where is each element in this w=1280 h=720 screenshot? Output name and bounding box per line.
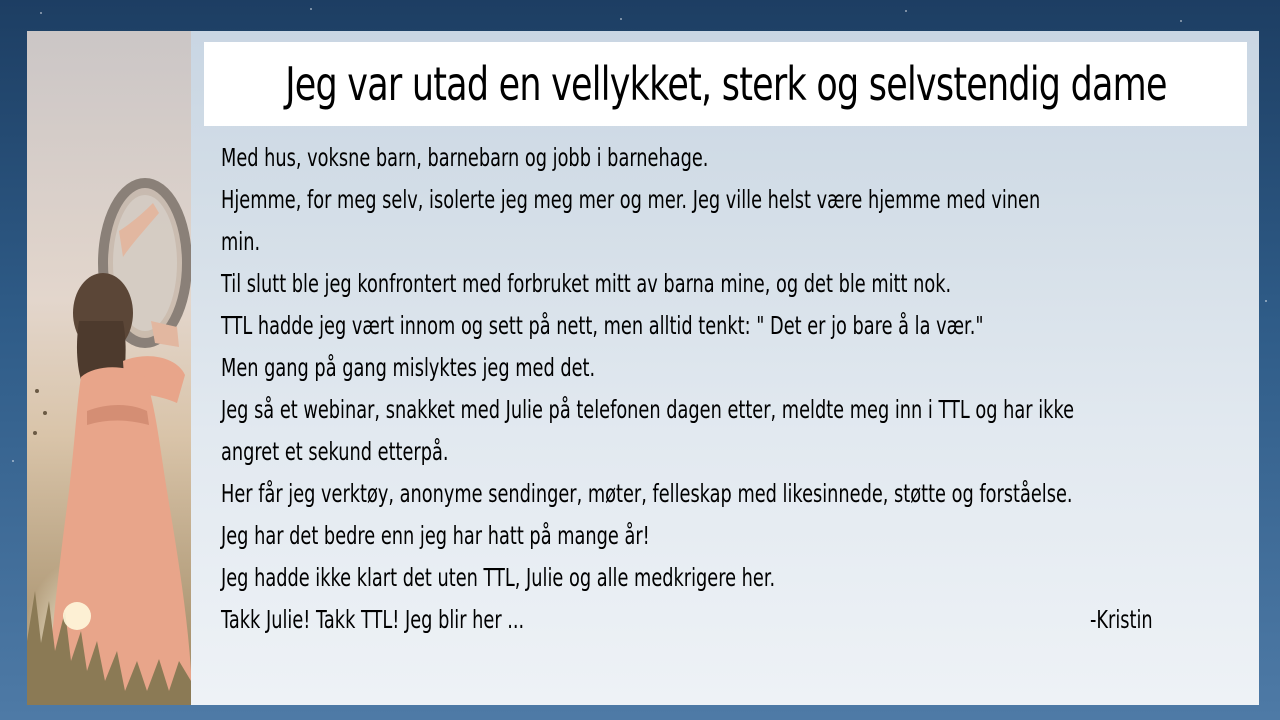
text-line: Med hus, voksne barn, barnebarn og jobb i barnehage. (221, 143, 709, 172)
testimonial-slide (27, 31, 1259, 705)
text-line: angret et sekund etterpå. (221, 437, 449, 466)
text-line: Takk Julie! Takk TTL! Jeg blir her ... (221, 605, 525, 634)
text-line: Til slutt ble jeg konfrontert med forbruket mitt av barna mine, og det ble mitt nok. (221, 269, 952, 298)
text-line: TTL hadde jeg vært innom og sett på nett, men alltid tenkt: " Det er jo bare å la vær." (221, 311, 984, 340)
page-title: Jeg var utad en vellykket, sterk og selvstendig dame (284, 57, 1167, 111)
text-line: Jeg har det bedre enn jeg har hatt på mange år! (221, 521, 650, 550)
text-line: Men gang på gang mislyktes jeg med det. (221, 353, 596, 382)
text-line: Jeg hadde ikke klart det uten TTL, Julie og alle medkrigere her. (221, 563, 776, 592)
woman-with-mirror-photo (27, 31, 191, 705)
testimonial-text (221, 137, 1259, 641)
author-signature: -Kristin (1090, 605, 1153, 634)
text-line: Jeg så et webinar, snakket med Julie på telefonen dagen etter, meldte meg inn i TTL og har ikke (221, 395, 1075, 424)
text-line: min. (221, 227, 261, 256)
text-line: Hjemme, for meg selv, isolerte jeg meg mer og mer. Jeg ville helst være hjemme med vinen (221, 185, 1041, 214)
text-line: Her får jeg verktøy, anonyme sendinger, møter, felleskap med likesinnede, støtte og forståelse. (221, 479, 1073, 508)
title-banner (204, 42, 1247, 126)
